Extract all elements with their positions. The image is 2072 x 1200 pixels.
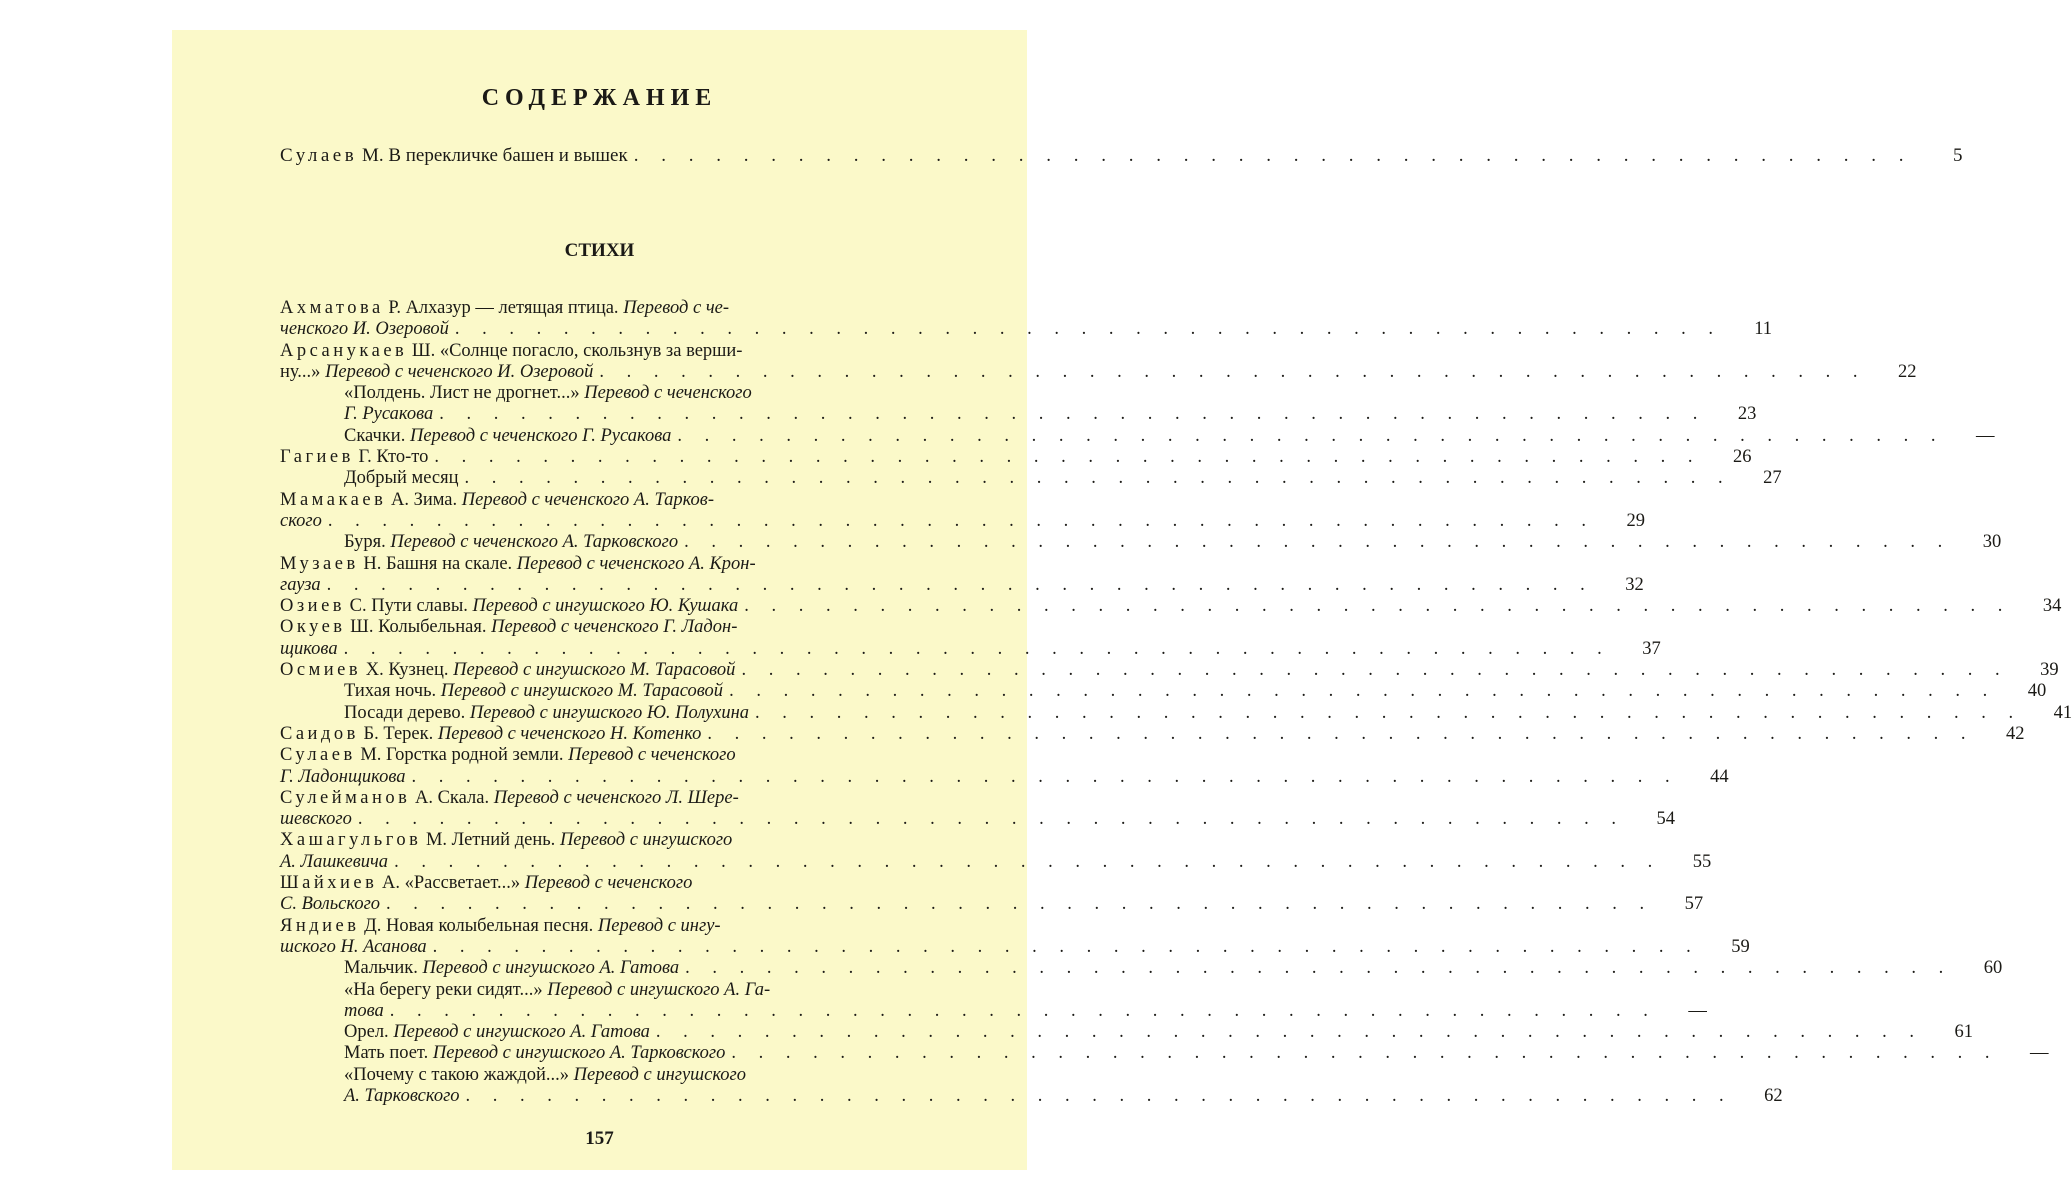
toc-work-entry <box>280 702 2072 724</box>
translator: това <box>344 1000 384 1021</box>
translator: Перевод с ингушского Ю. Полухина <box>469 702 750 723</box>
entry-text <box>280 575 321 596</box>
entry-text <box>280 341 742 361</box>
entry-text <box>280 916 721 936</box>
entry-page: 23 <box>1737 404 1757 425</box>
entry-title: Добрый месяц <box>344 468 459 489</box>
translator: Перевод с чеченского И. Озеровой <box>325 361 594 382</box>
translator: Перевод с чеченского Л. Шере- <box>493 787 739 808</box>
toc-author-entry <box>280 298 1773 341</box>
translator: Перевод с ингушского А. Гатова <box>393 1022 650 1043</box>
toc-work-entry <box>280 681 2047 702</box>
entry-title: «На берегу реки сидят...» <box>344 979 548 1000</box>
translator: Перевод с ингушского А. Гатова <box>422 958 680 979</box>
translator: Перевод с ингу- <box>597 915 721 936</box>
toc-work-entry <box>280 979 1707 1023</box>
translator: Перевод с чеченского Г. Ладон- <box>491 617 738 638</box>
toc-line <box>344 1065 922 1086</box>
author-name: Сулаев <box>280 745 356 766</box>
entry-title: М. Летний день. <box>421 830 560 851</box>
entry-title: Ш. Колыбельная. <box>345 617 492 638</box>
toc-line <box>280 788 922 809</box>
entry-page: 39 <box>2040 660 2059 681</box>
author-name: Гагиев <box>280 447 354 468</box>
toc-line <box>280 766 1729 788</box>
translator: Перевод с ингушского М. Тарасовой <box>453 660 736 681</box>
toc-author-entry <box>280 340 1917 384</box>
toc-line <box>280 894 1704 915</box>
entry-page: — <box>2030 1043 2049 1064</box>
toc-line <box>280 723 2025 745</box>
leader-dots: . . . . . . . . . . . . . . . . . . . . . . . . . . . . . . . . . . . . . . . . . . . . . . . <box>434 447 1702 468</box>
translator: ского <box>280 510 322 531</box>
entry-page: 59 <box>1731 936 1750 957</box>
leader-dots: . . . . . . . . . . . . . . . . . . . . . . . . . . . . . . . . . . . . . . . . . . . . . . . <box>685 958 1953 979</box>
leader-dots: . . . . . . . . . . . . . . . . . . . . . . . . . . . . . . . . . . . . . . . . . . . . . . . <box>326 574 1594 595</box>
toc-line <box>280 916 922 937</box>
entry-title: Д. Новая колыбельная песня. <box>359 915 598 936</box>
entry-text <box>344 1001 384 1022</box>
translator: Перевод с ингушского А. Га- <box>547 979 771 1000</box>
entry-text <box>344 426 671 447</box>
entry-page: 26 <box>1732 447 1752 468</box>
entry-text <box>280 873 692 893</box>
toc-author-entry <box>280 787 1675 831</box>
leader-dots: . . . . . . . . . . . . . . . . . . . . . . . . . . . . . . . . . . . . . . . . . . . . . . . <box>357 809 1625 830</box>
entry-text <box>280 447 428 468</box>
leader-dots: . . . . . . . . . . . . . . . . . . . . . . . . . . . . . . . . . . . . . . . . . . . . . . . <box>394 851 1662 872</box>
intro-text <box>280 140 628 172</box>
entry-text <box>280 617 737 637</box>
entry-text <box>280 724 701 745</box>
entry-page: 42 <box>2006 723 2025 744</box>
page-number: 157 <box>585 1128 614 1149</box>
intro-page: 5 <box>1952 145 1963 166</box>
toc-author-entry <box>280 489 1646 533</box>
translator: Перевод с чеченского <box>568 745 736 766</box>
translator: гауза <box>280 574 321 595</box>
toc-line <box>280 510 1646 532</box>
leader-dots: . . . . . . . . . . . . . . . . . . . . . . . . . . . . . . . . . . . . . . . . . . . . . . . <box>454 319 1723 340</box>
toc-line <box>344 425 1995 447</box>
section-heading: СТИХИ <box>564 240 635 261</box>
leader-dots: . . . . . . . . . . . . . . . . . . . . . . . . . . . . . . . . . . . . . . . . . . . . . . . <box>432 936 1700 957</box>
entry-page: 55 <box>1692 851 1712 872</box>
entry-text <box>280 830 732 850</box>
translator: Г. Русакова <box>344 404 434 425</box>
toc-author-entry <box>280 617 1661 660</box>
toc-line <box>280 596 2062 617</box>
translator: Перевод с чеченского А. Тарков- <box>461 489 714 510</box>
author-name: Музаев <box>280 553 359 574</box>
toc-author-entry <box>280 830 1712 873</box>
entry-title: Мальчик. <box>344 958 423 979</box>
toc-author-entry <box>280 553 1644 597</box>
leader-dots: . . . . . . . . . . . . . . . . . . . . . . . . . . . . . . . . . . . . . . . . . . . . . . . <box>439 404 1707 425</box>
entry-text <box>344 681 723 702</box>
toc-line <box>280 809 1675 830</box>
entry-title: Н. Башня на скале. <box>358 553 517 574</box>
toc-line <box>280 873 922 894</box>
author-name: Мамакаев <box>280 489 387 510</box>
leader-dots: . . . . . . . . . . . . . . . . . . . . . . . . . . . . . . . . . . . . . . . . . . . . . . . <box>731 1043 1999 1064</box>
toc-line <box>280 319 1773 340</box>
author-name: Осмиев <box>280 660 362 681</box>
toc-list <box>280 298 2072 1107</box>
entry-text <box>280 554 756 574</box>
translator: Перевод с чеченского <box>584 383 752 404</box>
author-name: Сулейманов <box>280 787 411 808</box>
author-name: Озиев <box>280 596 346 617</box>
toc-line <box>280 574 1644 596</box>
entry-page: — <box>1688 1000 1707 1021</box>
translator: С. Вольского <box>280 894 381 915</box>
toc-line <box>280 617 922 638</box>
toc-work-entry <box>280 1043 2049 1064</box>
entry-text <box>280 788 739 808</box>
translator: Перевод с ингушского А. Тарковского <box>432 1043 726 1064</box>
toc-author-entry <box>280 745 1729 788</box>
leader-dots: . . . . . . . . . . . . . . . . . . . . . . . . . . . . . . . . . . . . . . . . . . . . . . . <box>729 681 1997 702</box>
leader-dots: . . . . . . . . . . . . . . . . . . . . . . . . . . . . . . . . . . . . . . . . . . . . . . . <box>327 510 1596 531</box>
entry-title: Мать поет. <box>344 1043 433 1064</box>
toc-line <box>344 404 1757 425</box>
leader-dots: . . . . . . . . . . . . . . . . . . . . . . . . . . . . . . . . . . . . . . . . . . . . . . . <box>707 723 1975 744</box>
entry-title: Б. Терек. <box>358 723 438 744</box>
translator: Перевод с ингушского <box>573 1064 747 1085</box>
leader-dots: . . . . . . . . . . . . . . . . . . . . . . . . . . . . . . . . . . . . . . . . . . . . . . . <box>343 638 1611 659</box>
toc-line <box>280 554 922 575</box>
entry-text <box>344 404 433 425</box>
entry-text <box>344 703 749 724</box>
entry-text <box>344 383 752 403</box>
toc-line <box>280 660 2059 681</box>
entry-title: Орел. <box>344 1022 394 1043</box>
translator: Перевод с че- <box>623 298 730 318</box>
leader-dots: . . . . . . . . . . . . . . . . . . . . . . . . . . . . . . . . . . . . . . . . . . . . . . . <box>755 702 2023 723</box>
entry-text <box>280 490 714 510</box>
entry-page: 29 <box>1626 510 1646 531</box>
toc-author-entry <box>280 723 2025 745</box>
entry-title: Р. Алхазур — летящая птица. <box>383 298 624 318</box>
leader-dots: . . . . . . . . . . . . . . . . . . . . . . . . . . . . . . . . . . . . . . . . . . . . . . . <box>599 361 1867 382</box>
author-name: Шайхиев <box>280 873 378 894</box>
translator: шского Н. Асанова <box>280 936 427 957</box>
entry-text <box>344 1022 650 1043</box>
toc-line <box>280 341 922 362</box>
toc-line <box>344 702 2072 724</box>
entry-page: 61 <box>1954 1022 1974 1043</box>
entry-title: С. Пути славы. <box>345 596 473 617</box>
toc-line <box>280 851 1712 873</box>
translator: Перевод с ингушского М. Тарасовой <box>440 681 724 702</box>
author-name: Саидов <box>280 723 359 744</box>
entry-title: А. Зима. <box>386 489 462 510</box>
translator: ченского И. Озеровой <box>280 319 449 340</box>
toc-line <box>280 936 1750 958</box>
entry-text <box>280 852 388 873</box>
entry-page: 32 <box>1625 574 1644 595</box>
leader-dots: . . . . . . . . . . . . . . . . . . . . . . . . . . . . . . . . . . . . . . . . . . . . . . . <box>677 425 1945 446</box>
translator: шевского <box>280 809 352 830</box>
toc-line <box>344 383 922 404</box>
entry-text <box>344 980 770 1000</box>
entry-page: 34 <box>2042 596 2062 617</box>
entry-title: «Полдень. Лист не дрогнет...» <box>344 383 585 404</box>
author-name: Окуев <box>280 617 346 638</box>
entry-page: 60 <box>1983 958 2003 979</box>
leader-dots: . . . . . . . . . . . . . . . . . . . . . . . . . . . . . . . . . . . . . . . . . . . . . . . <box>633 145 1913 166</box>
entry-text <box>344 1065 746 1085</box>
toc-author-entry <box>280 447 1752 468</box>
entry-title: Посади дерево. <box>344 702 470 723</box>
entry-page: 30 <box>1982 532 2002 553</box>
toc-line <box>344 468 1782 489</box>
toc-work-entry <box>280 958 2003 979</box>
translator: Перевод с чеченского <box>524 873 693 894</box>
entry-text <box>280 319 449 340</box>
entry-title: А. «Рассветает...» <box>377 873 525 894</box>
entry-page: 44 <box>1710 766 1729 787</box>
entry-text <box>280 362 593 383</box>
leader-dots: . . . . . . . . . . . . . . . . . . . . . . . . . . . . . . . . . . . . . . . . . . . . . . . <box>744 596 2012 617</box>
entry-text <box>280 511 322 532</box>
translator: Перевод с чеченского А. Крон- <box>516 553 756 574</box>
entry-title: Ш. «Солнце погасло, скользнув за верши- <box>407 340 743 361</box>
entry-text <box>280 894 380 915</box>
leader-dots: . . . . . . . . . . . . . . . . . . . . . . . . . . . . . . . . . . . . . . . . . . . . . . . <box>411 766 1679 787</box>
entry-text <box>344 958 679 979</box>
toc-work-entry <box>280 1022 1974 1043</box>
entry-title: М. Горстка родной земли. <box>355 745 569 766</box>
entry-text <box>344 1043 725 1064</box>
entry-text <box>280 660 735 681</box>
toc-line <box>280 830 922 851</box>
toc-line <box>280 638 1661 660</box>
leader-dots: . . . . . . . . . . . . . . . . . . . . . . . . . . . . . . . . . . . . . . . . . . . . . . . <box>386 894 1654 915</box>
entry-page: — <box>1975 425 1995 446</box>
translator: Перевод с ингушского <box>559 830 733 851</box>
entry-title: ну...» <box>280 361 326 382</box>
entry-page: 37 <box>1642 638 1661 659</box>
leader-dots: . . . . . . . . . . . . . . . . . . . . . . . . . . . . . . . . . . . . . . . . . . . . . . . <box>464 468 1732 489</box>
entry-page: 57 <box>1684 894 1704 915</box>
toc-line <box>280 447 1752 468</box>
toc-line <box>344 958 2003 979</box>
toc-work-entry <box>280 425 1995 447</box>
leader-dots: . . . . . . . . . . . . . . . . . . . . . . . . . . . . . . . . . . . . . . . . . . . . . . . <box>684 532 1952 553</box>
toc-author-entry <box>280 660 2059 681</box>
translator: щикова <box>280 638 338 659</box>
entry-title: Буря. <box>344 532 391 553</box>
entry-title: Х. Кузнец. <box>361 660 454 681</box>
entry-text <box>280 639 338 660</box>
entry-text <box>280 937 427 958</box>
entry-text <box>280 767 406 788</box>
entry-title: Тихая ночь. <box>344 681 441 702</box>
entry-title: «Почему с такою жаждой...» <box>344 1064 574 1085</box>
entry-text <box>344 532 678 553</box>
toc-line <box>344 1022 1974 1043</box>
contents-heading: СОДЕРЖАНИЕ <box>481 85 718 111</box>
toc-line <box>344 980 922 1001</box>
entry-page: 41 <box>2053 702 2072 723</box>
book-page <box>172 30 2072 1170</box>
entry-text <box>280 809 352 830</box>
toc-line <box>344 1000 1707 1022</box>
entry-text <box>344 468 459 489</box>
intro-title: М. В перекличке башен и вышек <box>357 145 628 166</box>
toc-line <box>344 1043 2049 1064</box>
toc-work-entry <box>280 383 1757 426</box>
leader-dots: . . . . . . . . . . . . . . . . . . . . . . . . . . . . . . . . . . . . . . . . . . . . . . . <box>655 1022 1924 1043</box>
entry-page: 27 <box>1763 468 1782 489</box>
toc-work-entry <box>280 1064 1783 1108</box>
author-name: Ахматова <box>280 298 384 318</box>
entry-page: 40 <box>2027 681 2047 702</box>
leader-dots: . . . . . . . . . . . . . . . . . . . . . . . . . . . . . . . . . . . . . . . . . . . . . . . <box>741 660 2009 681</box>
translator: А. Лашкевича <box>280 851 389 872</box>
translator: Г. Ладонщикова <box>280 766 406 787</box>
entry-text <box>280 596 738 617</box>
translator: Перевод с чеченского А. Тарковского <box>390 532 679 553</box>
author-name: Хашагульгов <box>280 830 422 851</box>
leader-dots: . . . . . . . . . . . . . . . . . . . . . . . . . . . . . . . . . . . . . . . . . . . . . . . <box>389 1000 1657 1021</box>
entry-title: А. Скала. <box>410 787 494 808</box>
entry-page: 62 <box>1764 1085 1783 1106</box>
toc-line <box>280 298 922 319</box>
entry-text <box>280 298 729 318</box>
entry-text <box>280 745 736 765</box>
entry-page: 11 <box>1754 319 1773 340</box>
toc-author-entry <box>280 915 1750 959</box>
entry-page: 22 <box>1898 361 1917 382</box>
toc-author-entry <box>280 596 2062 617</box>
toc-line <box>280 361 1917 383</box>
entry-title: Скачки. <box>344 425 410 446</box>
translator: Перевод с чеченского Н. Котенко <box>437 723 702 744</box>
toc-line <box>344 1085 1783 1107</box>
toc-line <box>280 490 922 511</box>
translator: Перевод с чеченского Г. Русакова <box>409 425 672 446</box>
toc-line <box>344 681 2047 702</box>
toc-work-entry <box>280 532 2002 553</box>
toc-line <box>280 745 922 766</box>
toc-line <box>344 532 2002 553</box>
leader-dots: . . . . . . . . . . . . . . . . . . . . . . . . . . . . . . . . . . . . . . . . . . . . . . . <box>465 1085 1733 1106</box>
intro-author: Сулаев <box>280 145 358 166</box>
entry-text <box>344 1086 460 1107</box>
toc-work-entry <box>280 468 1782 489</box>
intro-entry <box>280 140 1963 172</box>
entry-title: Г. Кто-то <box>353 447 429 468</box>
author-name: Яндиев <box>280 915 360 936</box>
author-name: Арсанукаев <box>280 340 408 361</box>
toc-author-entry <box>280 873 1704 916</box>
translator: Перевод с ингушского Ю. Кушака <box>472 596 739 617</box>
entry-page: 54 <box>1656 809 1675 830</box>
translator: А. Тарковского <box>344 1085 460 1106</box>
